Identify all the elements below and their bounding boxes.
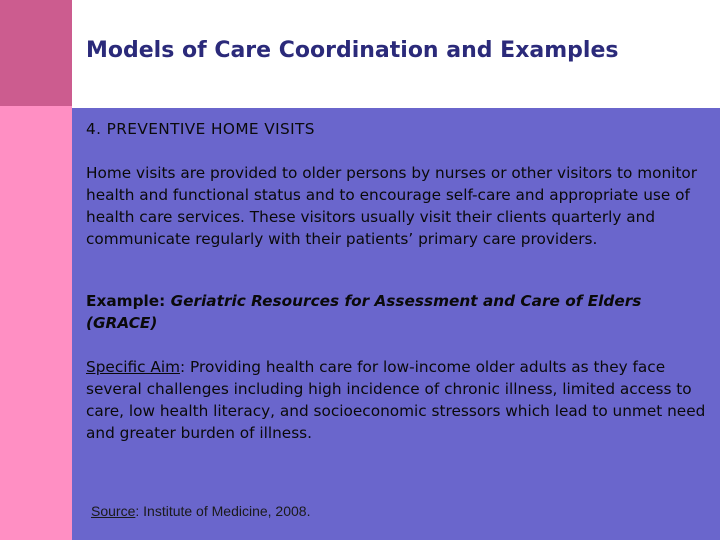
- source-citation: [91, 503, 310, 519]
- slide-title: Models of Care Coordination and Examples: [86, 38, 619, 63]
- specific-aim-paragraph: [86, 356, 718, 444]
- example-program-name: Geriatric Resources for Assessment and Care of Elders (GRACE): [86, 292, 642, 332]
- example-paragraph: [86, 290, 686, 334]
- source-separator: :: [135, 503, 144, 519]
- specific-aim-text: Providing health care for low-income older adults as they face several challenges including high incidence of chronic illness, limited access to care, low health literacy, and socioeconomic stressors which lead to unmet need and greater burden of illness.: [86, 358, 706, 442]
- intro-paragraph: Home visits are provided to older persons by nurses or other visitors to monitor health and functional status and to encourage self-care and appropriate use of health care services. These visitors usually visit their clients quarterly and communicate regularly with their patients’ primary care providers.: [86, 164, 698, 248]
- accent-bar-top: [0, 0, 72, 106]
- slide-header: [72, 0, 720, 106]
- specific-aim-label: Specific Aim: [86, 358, 181, 376]
- accent-bar-left: [0, 106, 72, 540]
- example-label: Example:: [86, 292, 171, 310]
- source-text: Institute of Medicine, 2008.: [143, 503, 311, 519]
- specific-aim-separator: :: [180, 358, 191, 376]
- content-panel: [72, 108, 720, 540]
- source-label: Source: [91, 503, 136, 519]
- section-heading: 4. PREVENTIVE HOME VISITS: [86, 120, 315, 138]
